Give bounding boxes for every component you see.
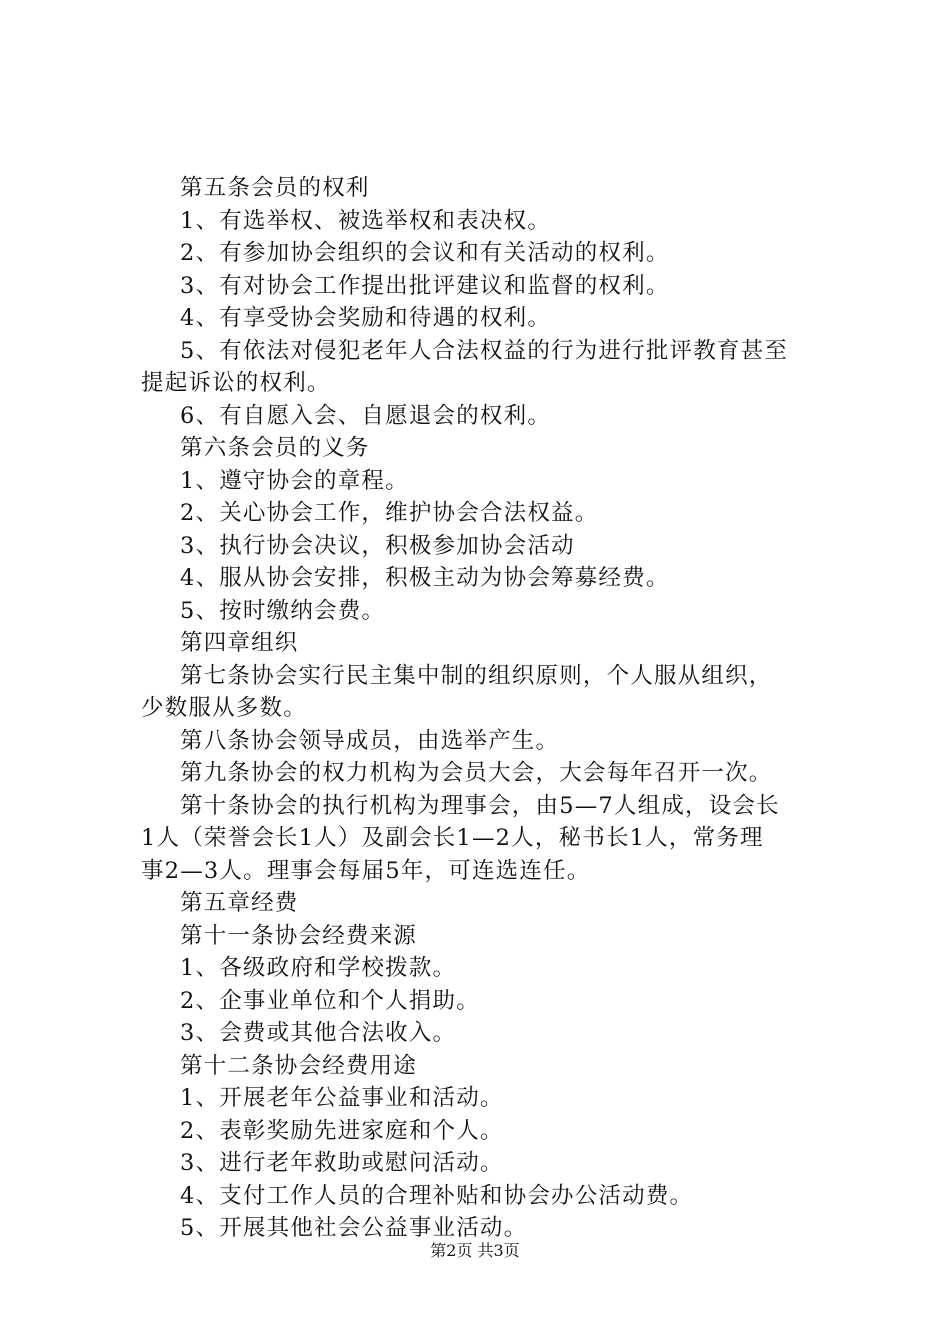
- text-line: 第四章组织: [180, 630, 299, 656]
- text-line: 3、有对协会工作提出批评建议和监督的权利。: [180, 272, 670, 299]
- text-line: 4、支付工作人员的合理补贴和协会办公活动费。: [180, 1182, 694, 1209]
- text-line: 提起诉讼的权利。: [141, 370, 331, 396]
- text-line: 3、进行老年救助或慰问活动。: [180, 1150, 504, 1176]
- page-footer: 第2页 共3页: [430, 1241, 520, 1260]
- text-line: 第十二条协会经费用途: [180, 1052, 418, 1079]
- text-line: 1、各级政府和学校拨款。: [180, 955, 457, 981]
- text-line: 第七条协会实行民主集中制的组织原则，个人服从组织，: [180, 662, 773, 689]
- text-line: 第十条协会的执行机构为理事会，由5—7人组成，设会长: [180, 792, 780, 819]
- text-line: 1、有选举权、被选举权和表决权。: [180, 207, 552, 234]
- text-line: 5、开展其他社会公益事业活动。: [180, 1215, 528, 1241]
- text-line: 事2—3人。理事会每届5年，可连选连任。: [141, 857, 591, 884]
- text-line: 3、执行协会决议，积极参加协会活动: [180, 532, 575, 559]
- text-line: 少数服从多数。: [141, 695, 307, 721]
- text-line: 2、表彰奖励先进家庭和个人。: [180, 1117, 504, 1144]
- text-line: 4、服从协会安排，积极主动为协会筹募经费。: [180, 565, 670, 591]
- text-line: 第五章经费: [180, 890, 299, 916]
- text-line: 2、企事业单位和个人捐助。: [180, 987, 480, 1014]
- text-line: 6、有自愿入会、自愿退会的权利。: [180, 402, 552, 429]
- text-line: 第五条会员的权利: [180, 175, 370, 201]
- text-line: 5、按时缴纳会费。: [180, 597, 386, 624]
- text-line: 第十一条协会经费来源: [180, 922, 418, 949]
- text-line: 第八条协会领导成员，由选举产生。: [180, 727, 560, 754]
- text-line: 2、关心协会工作，维护协会合法权益。: [180, 500, 599, 526]
- text-line: 第六条会员的义务: [180, 435, 370, 461]
- text-line: 第九条协会的权力机构为会员大会，大会每年召开一次。: [180, 760, 773, 786]
- text-line: 2、有参加协会组织的会议和有关活动的权利。: [180, 240, 670, 266]
- text-line: 1、遵守协会的章程。: [180, 467, 409, 494]
- document-body: [141, 172, 841, 1245]
- text-line: 1人（荣誉会长1人）及副会长1—2人，秘书长1人，常务理: [141, 825, 764, 851]
- text-line: 5、有依法对侵犯老年人合法权益的行为进行批评教育甚至: [180, 337, 789, 364]
- text-line: 1、开展老年公益事业和活动。: [180, 1085, 504, 1111]
- text-line: 3、会费或其他合法收入。: [180, 1020, 457, 1046]
- text-line: 4、有享受协会奖励和待遇的权利。: [180, 305, 552, 331]
